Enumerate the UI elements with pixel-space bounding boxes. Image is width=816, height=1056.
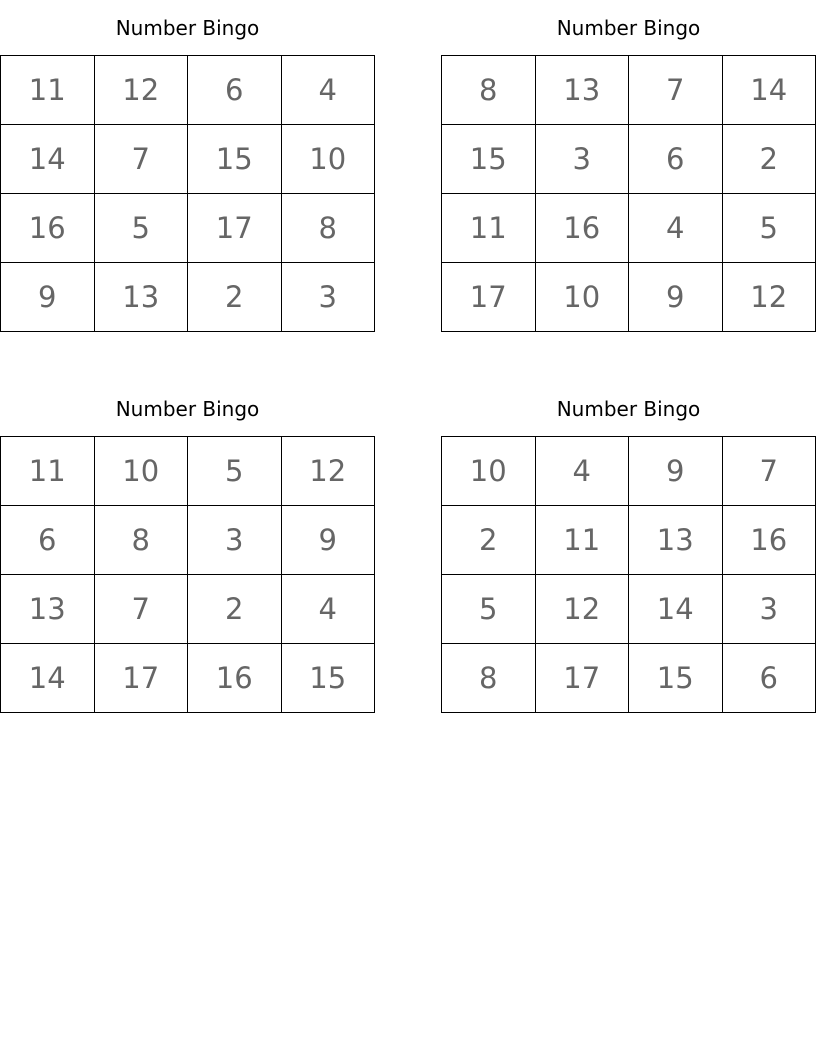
grid-row [1,644,375,713]
grid-cell: 4 [281,56,375,125]
grid-cell: 9 [629,437,723,506]
grid-cell: 8 [442,644,536,713]
grid-cell: 9 [281,506,375,575]
grid-cell: 14 [629,575,723,644]
grid-cell: 15 [281,644,375,713]
grid-cell: 2 [188,575,282,644]
grid-cell: 5 [722,194,816,263]
grid-cell: 17 [188,194,282,263]
grid-cell: 4 [281,575,375,644]
grid-row [1,125,375,194]
grid-cell: 10 [535,263,629,332]
bingo-grid [0,55,375,332]
grid-cell: 14 [1,644,95,713]
grid-cell: 14 [722,56,816,125]
grid-cell: 15 [188,125,282,194]
grid-row [442,575,816,644]
grid-cell: 2 [188,263,282,332]
grid-cell: 4 [629,194,723,263]
grid-cell: 13 [535,56,629,125]
grid-cell: 9 [629,263,723,332]
grid-row [442,194,816,263]
grid-cell: 7 [629,56,723,125]
grid-cell: 15 [629,644,723,713]
grid-cell: 12 [94,56,188,125]
card-title: Number Bingo [115,16,260,40]
grid-cell: 16 [535,194,629,263]
grid-row [442,263,816,332]
grid-row [1,56,375,125]
bingo-grid [441,55,816,332]
bingo-grid [0,436,375,713]
grid-cell: 16 [722,506,816,575]
grid-cell: 10 [94,437,188,506]
grid-cell: 11 [1,56,95,125]
grid-cell: 2 [442,506,536,575]
grid-cell: 7 [94,575,188,644]
grid-cell: 12 [535,575,629,644]
bingo-grid [441,436,816,713]
grid-cell: 13 [629,506,723,575]
grid-row [442,437,816,506]
grid-cell: 16 [1,194,95,263]
grid-cell: 2 [722,125,816,194]
grid-row [442,644,816,713]
grid-cell: 13 [1,575,95,644]
grid-cell: 14 [1,125,95,194]
grid-cell: 8 [281,194,375,263]
grid-cell: 6 [722,644,816,713]
grid-cell: 11 [1,437,95,506]
grid-cell: 5 [442,575,536,644]
grid-cell: 4 [535,437,629,506]
grid-cell: 17 [94,644,188,713]
card-title: Number Bingo [556,397,701,421]
grid-row [1,263,375,332]
grid-cell: 3 [188,506,282,575]
grid-cell: 3 [535,125,629,194]
grid-cell: 11 [535,506,629,575]
card-title: Number Bingo [556,16,701,40]
grid-row [442,56,816,125]
grid-cell: 5 [94,194,188,263]
grid-cell: 12 [722,263,816,332]
grid-cell: 17 [442,263,536,332]
grid-row [442,506,816,575]
grid-row [1,194,375,263]
grid-cell: 11 [442,194,536,263]
grid-row [442,125,816,194]
grid-cell: 6 [188,56,282,125]
grid-cell: 8 [442,56,536,125]
grid-row [1,575,375,644]
grid-cell: 15 [442,125,536,194]
grid-cell: 3 [281,263,375,332]
grid-cell: 7 [94,125,188,194]
grid-row [1,437,375,506]
grid-cell: 10 [442,437,536,506]
grid-cell: 17 [535,644,629,713]
grid-cell: 16 [188,644,282,713]
grid-row [1,506,375,575]
grid-cell: 8 [94,506,188,575]
grid-cell: 10 [281,125,375,194]
grid-cell: 5 [188,437,282,506]
grid-cell: 12 [281,437,375,506]
grid-cell: 6 [629,125,723,194]
grid-cell: 3 [722,575,816,644]
card-title: Number Bingo [115,397,260,421]
grid-cell: 9 [1,263,95,332]
grid-cell: 13 [94,263,188,332]
grid-cell: 6 [1,506,95,575]
grid-cell: 7 [722,437,816,506]
